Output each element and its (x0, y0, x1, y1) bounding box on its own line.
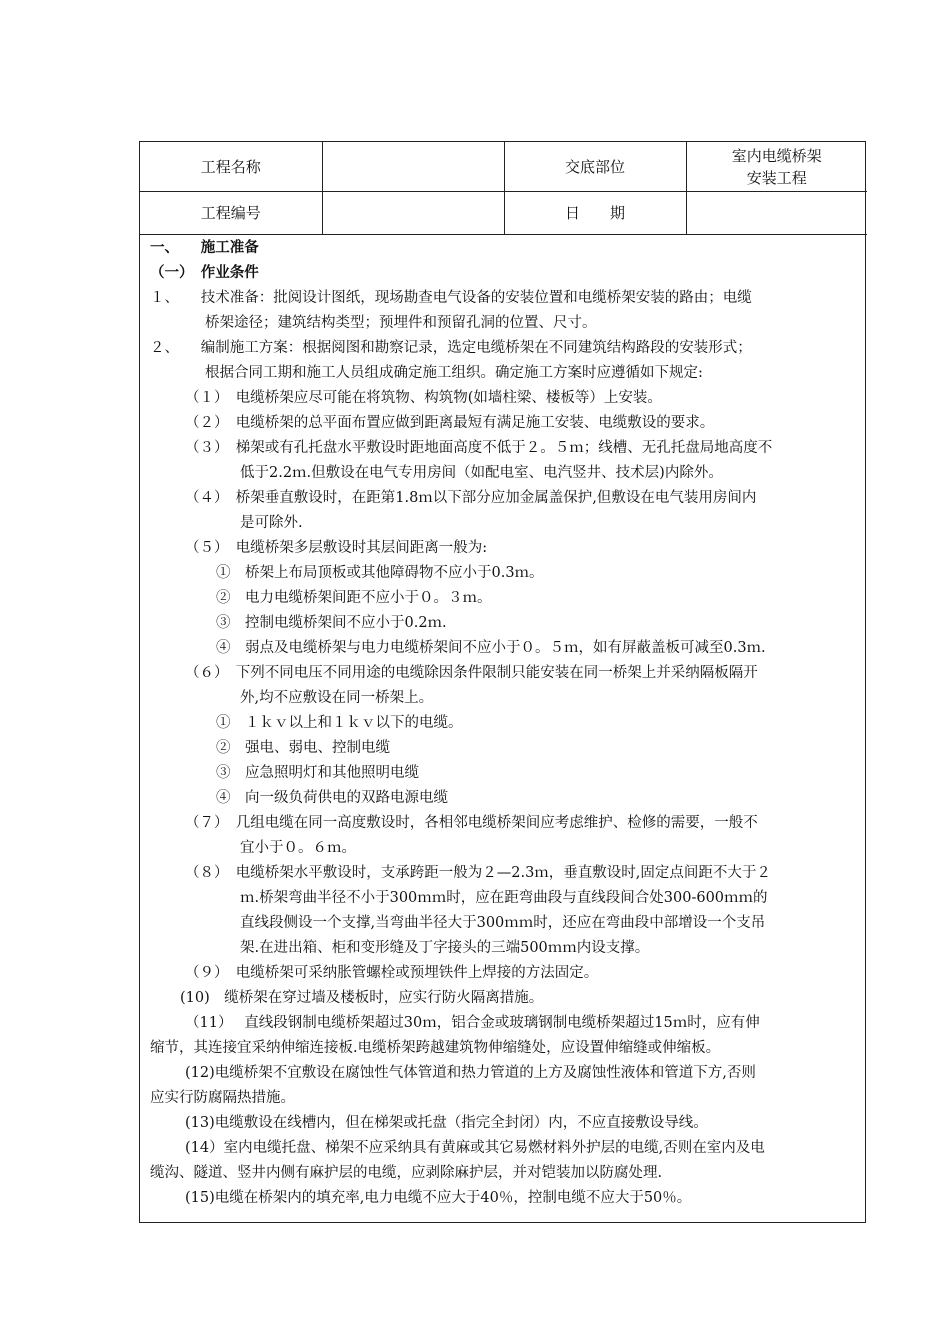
location-label: 交底部位 (504, 142, 686, 192)
text-line: （４） 桥架垂直敷设时，在距第1.8ｍ以下部分应加金属盖保护,但敷设在电气装用房间内 (185, 490, 757, 506)
project-no-value (322, 192, 504, 235)
text-line: ② 强电、弱电、控制电缆 (216, 740, 390, 756)
text-line: (15)电缆在桥架内的填充率,电力电缆不应大于40％，控制电缆不应大于50％。 (185, 1190, 692, 1206)
text-line: （２） 电缆桥架的总平面布置应做到距离最短有满足施工安装、电缆敷设的要求。 (185, 415, 715, 431)
location-value-line-2: 安装工程 (746, 168, 807, 187)
disclosure-form (139, 141, 866, 1223)
text-line: 缆沟、隧道、竖井内侧有麻护层的电缆，应剥除麻护层，并对铠装加以防腐处理. (150, 1165, 663, 1181)
text-line: ① １ｋｖ以上和１ｋｖ以下的电缆。 (216, 715, 463, 731)
text-line: ③ 应急照明灯和其他照明电缆 (216, 765, 419, 781)
text-line: 根据合同工期和施工人员组成确定施工组织。确定施工方案时应遵循如下规定: (205, 365, 703, 381)
text-line: １、 技术准备：批阅设计图纸，现场勘查电气设备的安装位置和电缆桥架安装的路由；电缆 (150, 290, 752, 306)
text-line: 应实行防腐隔热措施。 (150, 1090, 295, 1106)
text-line: (12)电缆桥架不宜敷设在腐蚀性气体管道和热力管道的上方及腐蚀性液体和管道下方,否则 (185, 1065, 756, 1081)
text-line: （１） 电缆桥架应尽可能在将筑物、构筑物(如墙柱梁、楼板等）上安装。 (185, 390, 662, 406)
text-line: ③ 控制电缆桥架间不应小于0.2ｍ. (216, 615, 447, 631)
text-line: ２、 编制施工方案：根据阅图和勘察记录，选定电缆桥架在不同建筑结构路段的安装形式； (150, 340, 752, 356)
text-line: （３） 梯架或有孔托盘水平敷设时距地面高度不低于２。５ｍ；线槽、无孔托盘局地高度不 (185, 440, 773, 456)
text-line: ④ 弱点及电缆桥架与电力电缆桥架间不应小于０。５ｍ，如有屏蔽盖板可减至0.3ｍ. (216, 640, 766, 656)
project-no-label: 工程编号 (140, 192, 322, 235)
text-line: 低于2.2ｍ.但敷设在电气专用房间（如配电室、电汽竖井、技术层)内除外。 (240, 465, 723, 481)
text-line: 桥架途径；建筑结构类型；预埋件和预留孔洞的位置、尺寸。 (205, 315, 597, 331)
text-line: 外,均不应敷设在同一桥架上。 (240, 690, 434, 706)
header-table (140, 142, 867, 235)
text-line: 架.在进出箱、柜和变形缝及丁字接头的三端500ｍｍ内设支撑。 (240, 940, 650, 956)
subsection-heading: （一） 作业条件 (150, 264, 259, 281)
text-line: (14）室内电缆托盘、梯架不应采纳具有黄麻或其它易燃材料外护层的电缆,否则在室内及电 (185, 1140, 765, 1156)
text-line: ④ 向一级负荷供电的双路电源电缆 (216, 790, 448, 806)
text-line: 缩节，其连接宜采纳伸缩连接板.电缆桥架跨越建筑物伸缩缝处，应设置伸缩缝或伸缩板。 (150, 1040, 721, 1056)
text-line: ② 电力电缆桥架间距不应小于０。３ｍ。 (216, 590, 492, 606)
text-line: ① 桥架上布局顶板或其他障碍物不应小于0.3ｍ。 (216, 565, 544, 581)
date-value (686, 192, 867, 235)
section-heading: 一、 施工准备 (150, 239, 259, 256)
text-line: (10) 缆桥架在穿过墙及楼板时，应实行防火隔离措施。 (180, 990, 544, 1006)
text-line: （６） 下列不同电压不同用途的电缆除因条件限制只能安装在同一桥架上并采纳隔板隔开 (185, 665, 758, 681)
text-line: 宜小于０。６ｍ。 (240, 840, 356, 856)
text-line: (13)电缆敷设在线槽内，但在梯架或托盘（指完全封闭）内，不应直接敷设导线。 (185, 1115, 708, 1131)
text-line: （９） 电缆桥架可采纳胀管螺栓或预埋铁件上焊接的方法固定。 (185, 965, 599, 981)
text-line: ｍ.桥架弯曲半径不小于300ｍｍ时，应在距弯曲段与直线段间合处300-600ｍｍ的 (240, 890, 768, 906)
project-name-value (322, 142, 504, 192)
text-line: （８） 电缆桥架水平敷设时，支承跨距一般为２—2.3ｍ，垂直敷设时,固定点间距不大于２ (185, 865, 771, 881)
text-line: （７） 几组电缆在同一高度敷设时，各相邻电缆桥架间应考虑维护、检修的需要，一般不 (185, 815, 758, 831)
location-value-line-1: 室内电缆桥架 (731, 146, 822, 165)
text-line: 直线段侧设一个支撑,当弯曲半径大于300ｍｍ时，还应在弯曲段中部增设一个支吊 (240, 915, 766, 931)
text-line: （11） 直线段钢制电缆桥架超过30ｍ，铝合金或玻璃钢制电缆桥架超过15ｍ时，应有伸 (185, 1015, 760, 1031)
text-line: （５） 电缆桥架多层敷设时其层间距离一般为: (185, 540, 488, 556)
project-name-label: 工程名称 (140, 142, 322, 192)
text-line: 是可除外. (240, 515, 303, 531)
date-label: 日 期 (504, 192, 686, 235)
location-value (686, 142, 867, 192)
